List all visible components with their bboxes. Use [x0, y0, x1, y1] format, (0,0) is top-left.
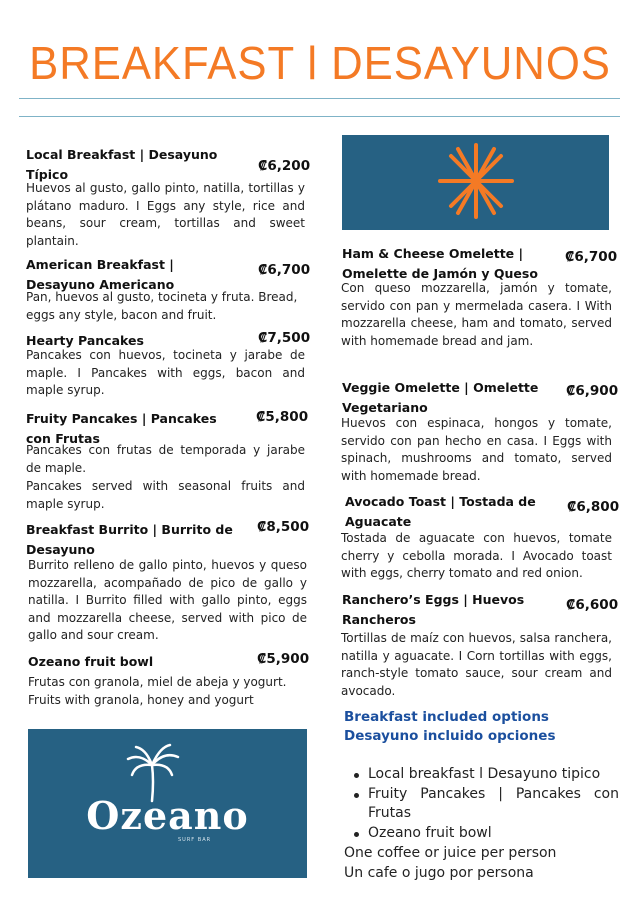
menu-item-name: Fruity Pancakes | Pancakes con Frutas: [26, 411, 217, 446]
menu-item-price: ₡6,600: [566, 597, 619, 613]
decorative-banner: [342, 135, 609, 230]
menu-item-name: Breakfast Burrito | Burrito de Desayuno: [26, 522, 233, 557]
list-item: Fruity Pancakes | Pancakes con Frutas: [344, 785, 619, 824]
header-rule-bottom: [19, 116, 620, 117]
logo-tagline: SURF BAR: [178, 837, 212, 843]
asterisk-sun-icon: [342, 135, 609, 230]
list-item: Local breakfast l Desayuno tipico: [344, 765, 619, 785]
options-note: Un cafe o jugo por persona: [344, 865, 534, 881]
menu-item-description-en: Fruits with granola, honey and yogurt: [28, 693, 254, 707]
menu-item-description: Tostada de aguacate con huevos, tomate cherry y cebolla morada. I Avocado toast with eggs, cherry tomato and red onion.: [341, 531, 612, 581]
menu-item-name: Veggie Omelette | Omelette Vegetariano: [342, 380, 539, 415]
list-item: Ozeano fruit bowl: [344, 824, 619, 844]
bullet-icon: [354, 793, 359, 798]
ozeano-logo: [28, 729, 307, 878]
logo-wordmark: Ozeano: [86, 793, 249, 838]
menu-item-price: ₡6,900: [566, 383, 619, 399]
menu-item-price: ₡6,200: [258, 158, 311, 174]
menu-item-name: American Breakfast | Desayuno Americano: [26, 257, 175, 292]
header-rule-top: [19, 98, 620, 99]
menu-item-description: Huevos al gusto, gallo pinto, natilla, tortillas y plátano maduro. I Eggs any style, rice and beans, sour cream, tortillas and sweet plantain.: [26, 181, 305, 248]
menu-item-description: Burrito relleno de gallo pinto, huevos y queso mozzarella, acompañado de pico de gallo y natilla. I Burrito filled with gallo pinto, eggs and mozzarella cheese, served with pico de gallo and sour cream.: [28, 558, 307, 643]
menu-item-description: Frutas con granola, miel de abeja y yogurt.: [28, 675, 287, 689]
menu-item-description: Pancakes con frutas de temporada y jarabe de maple.: [26, 443, 305, 475]
menu-item-price: ₡7,500: [258, 330, 311, 346]
menu-item-name: Avocado Toast | Tostada de Aguacate: [345, 494, 536, 529]
options-note: One coffee or juice per person: [344, 845, 557, 861]
menu-item-price: ₡8,500: [257, 519, 310, 535]
menu-item-description: Tortillas de maíz con huevos, salsa ranchera, natilla y aguacate. I Corn tortillas with eggs, ranch-style tomato sauce, sour cream and avocado.: [341, 631, 612, 698]
menu-item-description: Huevos con espinaca, hongos y tomate, servido con pan hecho en casa. I Eggs with spinach, mushrooms and tomato, served with homemade bread.: [341, 416, 612, 483]
menu-item-description: Con queso mozzarella, jamón y tomate, servido con pan y mermelada casera. I With mozzarella cheese, ham and tomato, served with homemade bread and jam.: [341, 281, 612, 348]
menu-item-price: ₡6,800: [567, 499, 620, 515]
menu-item-name: Ozeano fruit bowl: [28, 654, 154, 669]
menu-item-description-en: Pancakes served with seasonal fruits and maple syrup.: [26, 479, 305, 511]
menu-item-description: Pancakes con huevos, tocineta y jarabe de maple. I Pancakes with eggs, bacon and maple syrup.: [26, 348, 305, 398]
menu-item-price: ₡6,700: [258, 262, 311, 278]
bullet-icon: [354, 773, 359, 778]
menu-item-name: Ham & Cheese Omelette | Omelette de Jamón y Queso: [342, 246, 538, 281]
options-list: [344, 765, 619, 843]
options-heading: Breakfast included options Desayuno incluido opciones: [344, 709, 556, 744]
menu-item-name: Hearty Pancakes: [26, 333, 144, 348]
menu-item-price: ₡6,700: [565, 249, 618, 265]
menu-item-description: Pan, huevos al gusto, tocineta y fruta. Bread, eggs any style, bacon and fruit.: [26, 290, 298, 322]
menu-item-name: Local Breakfast | Desayuno Típico: [26, 147, 218, 182]
bullet-icon: [354, 832, 359, 837]
menu-item-price: ₡5,800: [256, 409, 309, 425]
menu-item-name: Ranchero’s Eggs | Huevos Rancheros: [342, 592, 525, 627]
menu-item-price: ₡5,900: [257, 651, 310, 667]
page-title: BREAKFAST l DESAYUNOS: [29, 37, 611, 89]
